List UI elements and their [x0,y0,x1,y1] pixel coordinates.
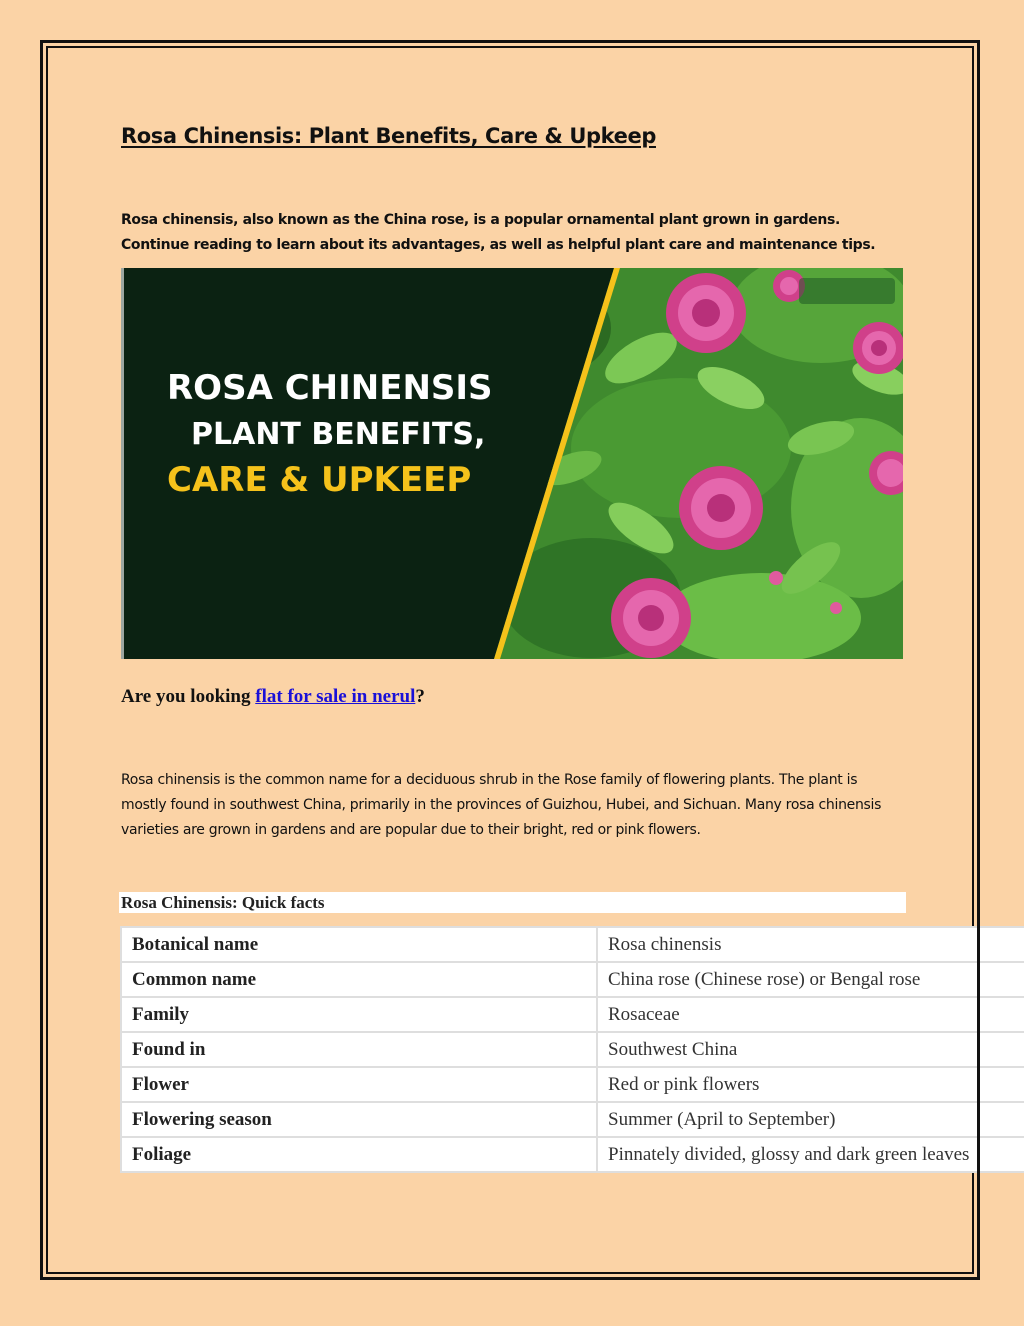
table-row [121,927,1024,962]
fact-key: Flowering season [121,1102,597,1137]
fact-key: Flower [121,1067,597,1102]
rose-flower [853,322,903,374]
table-row [121,1067,1024,1102]
fact-key: Common name [121,962,597,997]
rose-flower [611,578,691,658]
article-title: Rosa Chinensis: Plant Benefits, Care & Upkeep [121,124,656,148]
fact-value: Summer (April to September) [597,1102,1024,1137]
table-row [121,1102,1024,1137]
fact-value: Rosa chinensis [597,927,1024,962]
article-body: Rosa chinensis is the common name for a deciduous shrub in the Rose family of flowering plants. The plant is mostly found in southwest China, primarily in the provinces of Guizhou, Hubei, and Sichuan. Many rosa chinensis varieties are grown in gardens and are popular due to their bright, red or pink flowers. [121,772,882,838]
table-row [121,997,1024,1032]
fact-value: Southwest China [597,1032,1024,1067]
rose-flower [679,466,763,550]
fact-key: Family [121,997,597,1032]
quick-facts-table [120,926,1024,1173]
fact-key: Found in [121,1032,597,1067]
cta-line [121,686,425,708]
fact-value: Rosaceae [597,997,1024,1032]
table-row [121,1137,1024,1172]
cta-prefix: Are you looking [121,686,256,707]
page-border-right [977,40,980,1280]
banner-image [121,268,903,659]
brand-logo-icon [799,278,895,304]
quick-facts-caption: Rosa Chinensis: Quick facts [119,892,906,913]
rose-flower [666,273,746,353]
cta-suffix: ? [415,686,425,707]
banner-title-line-3: CARE & UPKEEP [167,460,472,500]
article-intro: Rosa chinensis, also known as the China rose, is a popular ornamental plant grown in gardens. Continue reading to learn about its advantages, as well as helpful plant care and maintenance tips. [121,212,876,253]
fact-value: Pinnately divided, glossy and dark green leaves [597,1137,1024,1172]
banner-graphic [121,268,903,659]
fact-key: Botanical name [121,927,597,962]
fact-value: China rose (Chinese rose) or Bengal rose [597,962,1024,997]
fact-key: Foliage [121,1137,597,1172]
flat-for-sale-link[interactable]: flat for sale in nerul [255,686,416,707]
fact-value: Red or pink flowers [597,1067,1024,1102]
table-row [121,962,1024,997]
banner-title-line-2: PLANT BENEFITS, [191,417,486,452]
banner-title-line-1: ROSA CHINENSIS [167,368,493,408]
table-row [121,1032,1024,1067]
